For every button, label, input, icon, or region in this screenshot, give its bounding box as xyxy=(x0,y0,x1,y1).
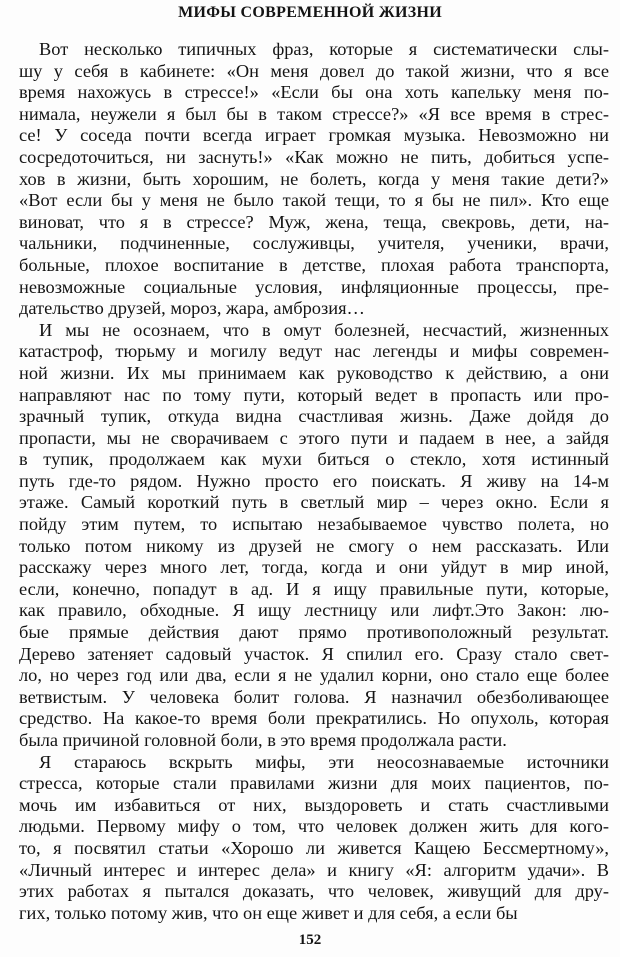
paragraph xyxy=(19,39,609,320)
text-line: только потом никому из друзей не смогу о нем рассказать. Или xyxy=(19,535,609,556)
text-line: чальники, подчиненные, сослуживцы, учителя, ученики, врачи, xyxy=(19,233,609,254)
text-line: пропасти, мы не сворачиваем с этого пути и падаем в нее, а зайдя xyxy=(19,427,609,448)
text-line: зрачный тупик, откуда видна счастливая жизнь. Даже дойдя до xyxy=(19,406,609,427)
text-line: ло, но через год или два, если я не удалил корни, оно стало еще более xyxy=(19,665,609,686)
text-line: направляют нас по тому пути, который ведет в пропасть или про- xyxy=(19,384,609,405)
text-line: шу у себя в кабинете: «Он меня довел до такой жизни, что я все xyxy=(19,60,609,81)
text-line: виноват, что я в стрессе? Муж, жена, теща, свекровь, дети, на- xyxy=(19,211,609,232)
text-line: этаже. Самый короткий путь в светлый мир – через окно. Если я xyxy=(19,492,609,513)
text-line: расскажу через много лет, тогда, когда и они уйдут в мир иной, xyxy=(19,557,609,578)
text-line: И мы не осознаем, что в омут болезней, несчастий, жизненных xyxy=(39,319,609,340)
text-line: невозможные социальные условия, инфляционные процессы, пре- xyxy=(19,276,609,297)
body-text xyxy=(19,39,609,924)
text-line: ной жизни. Их мы принимаем как руководство к действию, а они xyxy=(19,362,609,383)
text-line: больные, плохое воспитание в детстве, плохая работа транспорта, xyxy=(19,254,609,275)
text-line: се! У соседа почти всегда играет громкая музыка. Невозможно ни xyxy=(19,125,609,146)
text-line: как правило, обходные. Я ищу лестницу или лифт.Это Закон: лю- xyxy=(19,600,609,621)
text-line: ветвистым. У человека болит голова. Я назначил обезболивающее xyxy=(19,686,609,707)
text-line: катастроф, тюрьму и могилу ведут нас легенды и мифы современ- xyxy=(19,341,609,362)
text-line: то, я посвятил статьи «Хорошо ли живется Кащею Бессмертному», xyxy=(19,837,609,858)
text-line: гих, только потому жив, что он еще живет и для себя, а если бы xyxy=(19,902,518,923)
text-line: средство. На какое-то время боли прекратились. Но опухоль, которая xyxy=(19,708,609,729)
text-line: путь где-то рядом. Нужно просто его поискать. Я живу на 14-м xyxy=(19,470,609,491)
text-line: хов в жизни, быть хорошим, не болеть, когда у меня такие дети?» xyxy=(19,168,609,189)
text-line: людьми. Первому мифу о том, что человек должен жить для кого- xyxy=(19,816,609,837)
text-line: мочь им избавиться от них, выздороветь и стать счастливыми xyxy=(19,794,609,815)
text-line: «Вот если бы у меня не было такой тещи, то я бы не пил». Кто еще xyxy=(19,190,609,211)
text-line: если, конечно, попадут в ад. И я ищу правильные пути, которые, xyxy=(19,578,609,599)
text-line: время нахожусь в стрессе!» «Если бы она хоть капельку меня по- xyxy=(19,82,609,103)
text-line: пойду этим путем, то испытаю незабываемое чувство полета, но xyxy=(19,514,609,535)
running-head-title: МИФЫ СОВРЕМЕННОЙ ЖИЗНИ xyxy=(178,4,442,21)
text-line: бые прямые действия дают прямо противоположный результат. xyxy=(19,622,609,643)
text-line: Я стараюсь вскрыть мифы, эти неосознаваемые источники xyxy=(39,751,609,772)
text-line: была причиной головной боли, в это время продолжала расти. xyxy=(19,730,507,750)
text-line: стресса, которые стали правилами жизни для моих пациентов, по- xyxy=(19,773,609,794)
text-line: в тупик, продолжаем как мухи биться о стекло, хотя истинный xyxy=(19,449,609,470)
page-number: 152 xyxy=(298,932,322,948)
paragraph xyxy=(19,320,609,752)
text-line: нимала, неужели я был бы в таком стрессе?» «Я все время в стрес- xyxy=(19,103,609,124)
text-line: Дерево затеняет садовый участок. Я спилил его. Сразу стало свет- xyxy=(19,643,609,664)
text-line: дательство друзей, мороз, жара, амброзия… xyxy=(19,298,365,319)
text-line: этих работах я пытался доказать, что человек, живущий для дру- xyxy=(19,881,609,902)
text-line: «Личный интерес и интерес дела» и книгу «Я: алгоритм удачи». В xyxy=(19,859,609,880)
text-line: сосредоточиться, ни заснуть!» «Как можно не пить, добиться успе- xyxy=(19,146,609,167)
paragraph xyxy=(19,752,609,925)
text-line: Вот несколько типичных фраз, которые я систематически слы- xyxy=(39,39,609,59)
